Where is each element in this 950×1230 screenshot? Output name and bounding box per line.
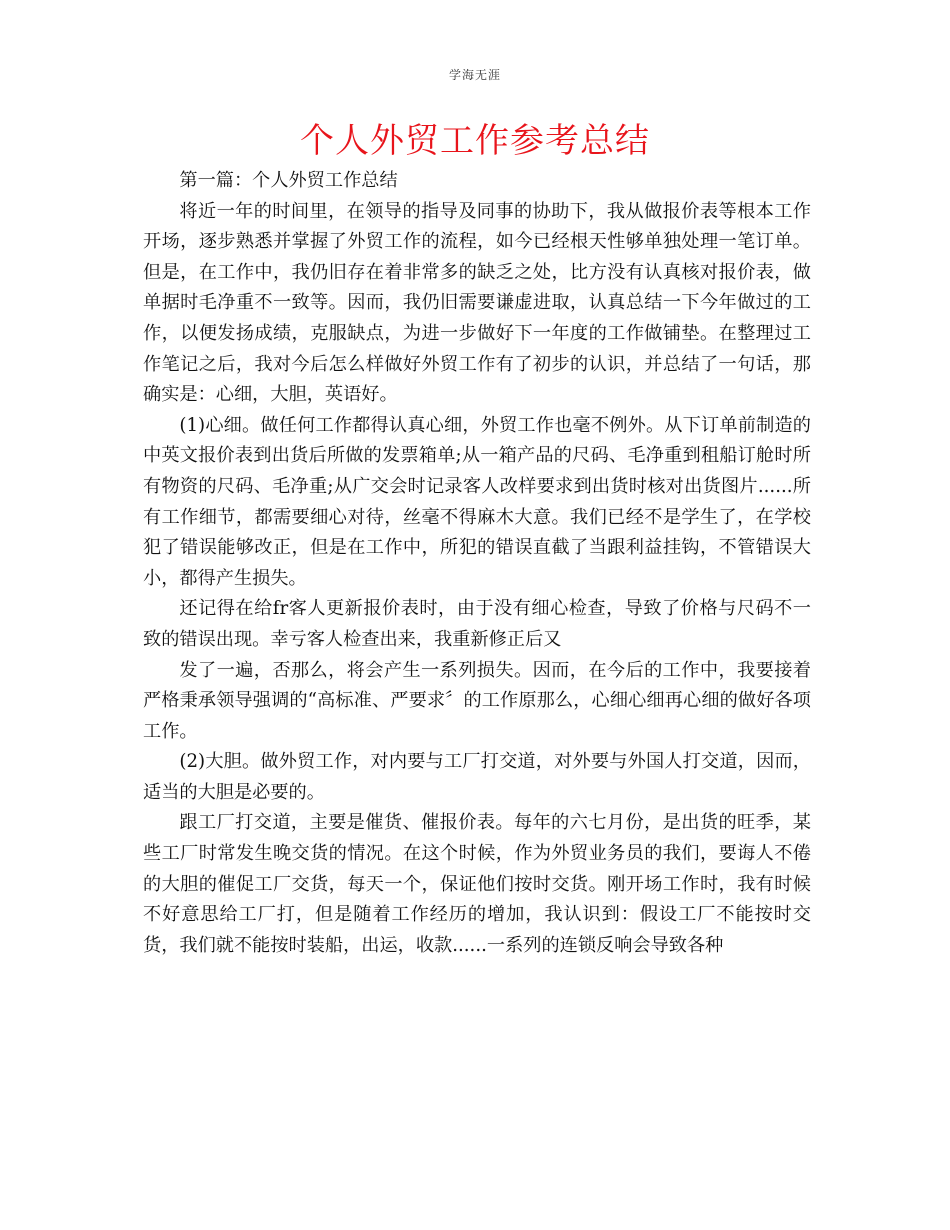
body-paragraph: (1)心细。做任何工作都得认真心细，外贸工作也毫不例外。从下订单前制造的中英文报价表到出货后所做的发票箱单;从一箱产品的尺码、毛净重到租船订舱时所有物资的尺码、毛净重;从广交会时记录客人改样要求到出货时核对出货图片......所有工作细节，都需要细心对待，丝毫不得麻木大意。我们已经不是学生了，在学校犯了错误能够改正，但是在工作中，所犯的错误直截了当跟利益挂钩，不管错误大小，都得产生损失。: [143, 414, 811, 589]
body-paragraph: 还记得在给fr客人更新报价表时，由于没有细心检查，导致了价格与尺码不一致的错误出现。幸亏客人检查出来，我重新修正后又: [143, 598, 811, 650]
document-body: [143, 166, 811, 961]
body-paragraph: 跟工厂打交道，主要是催货、催报价表。每年的六七月份，是出货的旺季，某些工厂时常发生晚交货的情况。在这个时候，作为外贸业务员的我们，要诲人不倦的大胆的催促工厂交货，每天一个，保证他们按时交货。刚开场工作时，我有时候不好意思给工厂打，但是随着工作经历的增加，我认识到：假设工厂不能按时交货，我们就不能按时装船，出运，收款......一系列的连锁反响会导致各种: [143, 812, 811, 956]
body-paragraph: (2)大胆。做外贸工作，对内要与工厂打交道，对外要与外国人打交道，因而，适当的大胆是必要的。: [143, 751, 811, 803]
body-paragraph: 将近一年的时间里，在领导的指导及同事的协助下，我从做报价表等根本工作开场，逐步熟悉并掌握了外贸工作的流程，如今已经根天性够单独处理一笔订单。但是，在工作中，我仍旧存在着非常多的缺乏之处，比方没有认真核对报价表，做单据时毛净重不一致等。因而，我仍旧需要谦虚进取，认真总结一下今年做过的工作，以便发扬成绩，克服缺点，为进一步做好下一年度的工作做铺垫。在整理过工作笔记之后，我对今后怎么样做好外贸工作有了初步的认识，并总结了一句话，那确实是：心细，大胆，英语好。: [143, 200, 811, 406]
section-heading: 第一篇：个人外贸工作总结: [179, 170, 398, 191]
document-title: 个人外贸工作参考总结: [300, 121, 650, 161]
page-header-watermark: 学海无涯: [448, 68, 501, 82]
body-paragraph: 发了一遍，否那么，将会产生一系列损失。因而，在今后的工作中，我要接着严格秉承领导强调的“高标准、严要求〞的工作原那么，心细心细再心细的做好各项工作。: [143, 659, 811, 742]
